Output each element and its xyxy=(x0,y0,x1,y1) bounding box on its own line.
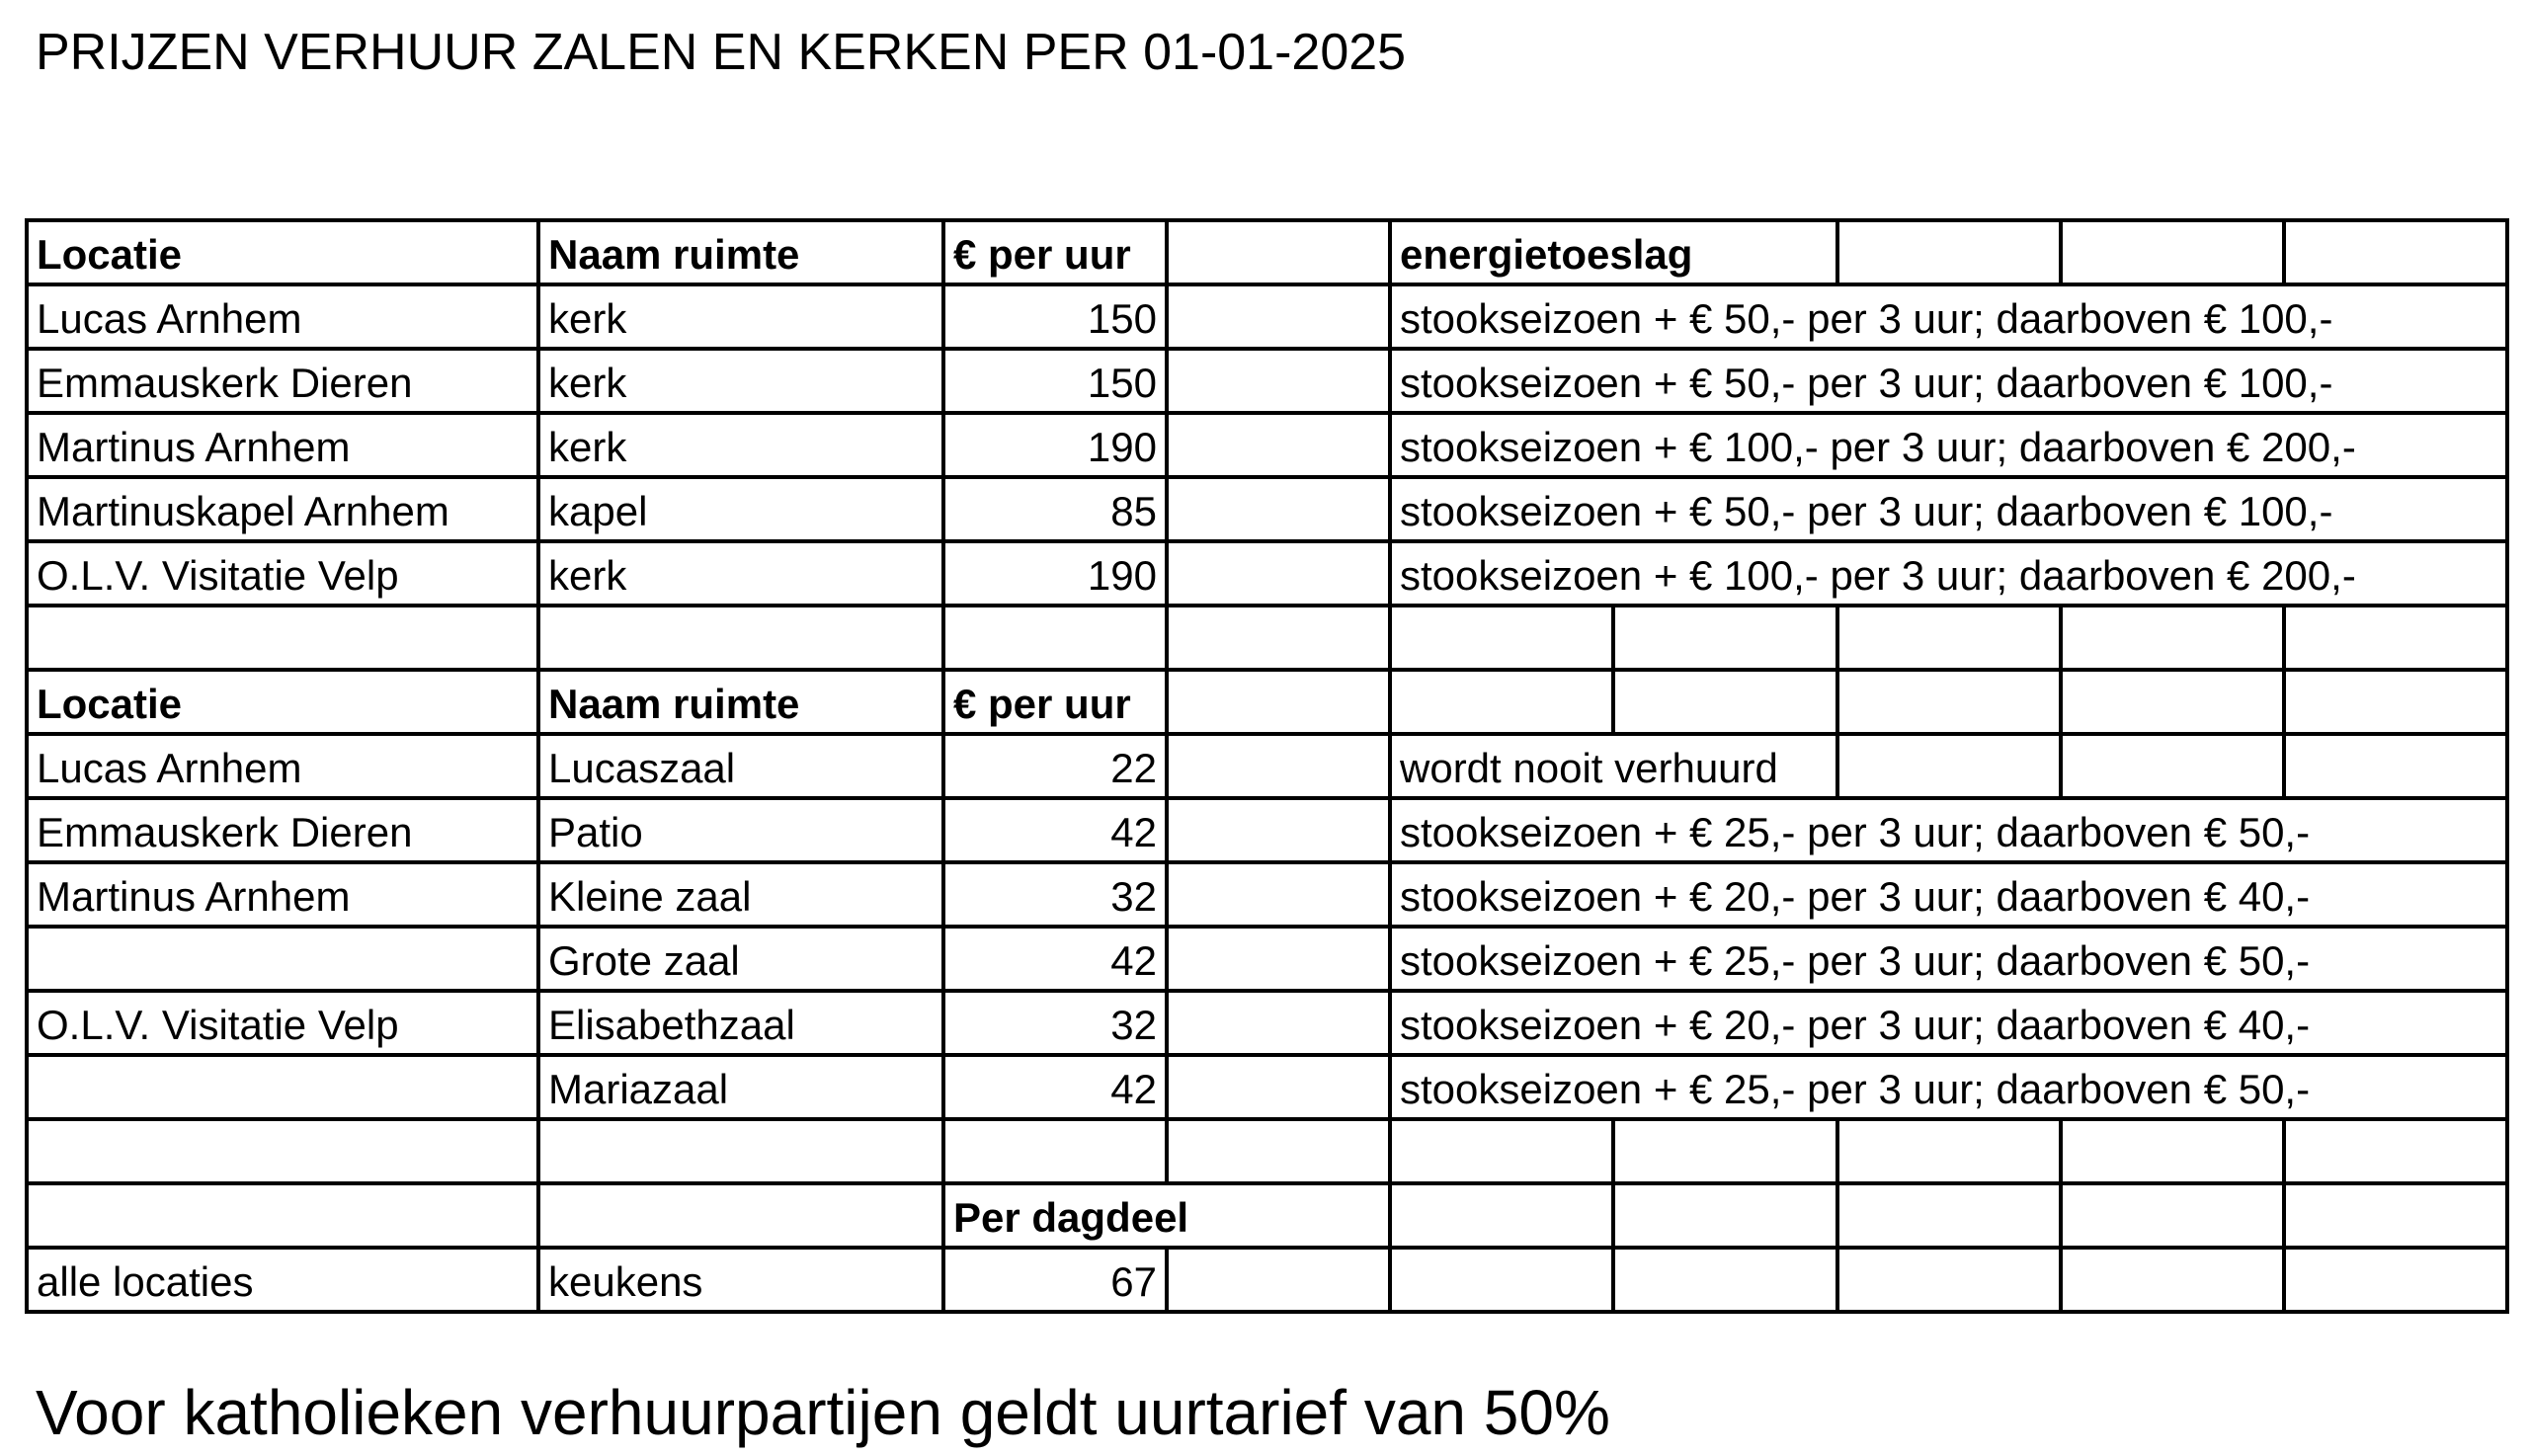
empty-cell xyxy=(1165,411,1388,475)
empty-cell xyxy=(1611,604,1836,668)
empty-cell xyxy=(2059,218,2282,283)
empty-cell xyxy=(1836,1117,2059,1181)
room-cell: keukens xyxy=(536,1246,941,1314)
empty-cell xyxy=(941,1117,1165,1181)
price-cell: 22 xyxy=(941,732,1165,796)
empty-cell xyxy=(2282,604,2509,668)
empty-cell xyxy=(2282,1246,2509,1314)
energy-surcharge-cell: stookseizoen + € 20,- per 3 uur; daarboven € 40,- xyxy=(1388,860,2509,925)
empty-cell xyxy=(1836,1181,2059,1246)
price-cell: 42 xyxy=(941,925,1165,989)
header-room: Naam ruimte xyxy=(536,668,941,732)
location-cell: Emmauskerk Dieren xyxy=(25,796,536,860)
empty-cell xyxy=(1388,1181,1611,1246)
header-price: € per uur xyxy=(941,218,1165,283)
empty-cell xyxy=(1165,218,1388,283)
energy-surcharge-cell: stookseizoen + € 100,- per 3 uur; daarboven € 200,- xyxy=(1388,539,2509,604)
empty-cell xyxy=(1165,1117,1388,1181)
energy-surcharge-cell: stookseizoen + € 20,- per 3 uur; daarboven € 40,- xyxy=(1388,989,2509,1053)
price-cell: 32 xyxy=(941,989,1165,1053)
empty-cell xyxy=(1836,218,2059,283)
location-cell: Martinus Arnhem xyxy=(25,411,536,475)
energy-surcharge-cell: stookseizoen + € 25,- per 3 uur; daarboven € 50,- xyxy=(1388,1053,2509,1117)
empty-cell xyxy=(1165,860,1388,925)
price-cell: 190 xyxy=(941,411,1165,475)
empty-cell xyxy=(2282,1117,2509,1181)
empty-cell xyxy=(1836,1246,2059,1314)
empty-cell xyxy=(1165,989,1388,1053)
empty-cell xyxy=(1836,604,2059,668)
empty-cell xyxy=(2059,604,2282,668)
location-cell: Lucas Arnhem xyxy=(25,732,536,796)
empty-cell xyxy=(25,1181,536,1246)
empty-cell xyxy=(1165,604,1388,668)
room-cell: Patio xyxy=(536,796,941,860)
empty-cell xyxy=(1611,668,1836,732)
empty-cell xyxy=(1165,925,1388,989)
empty-cell xyxy=(1611,1181,1836,1246)
energy-surcharge-cell: wordt nooit verhuurd xyxy=(1388,732,1836,796)
empty-cell xyxy=(2059,1246,2282,1314)
header-price: € per uur xyxy=(941,668,1165,732)
empty-cell xyxy=(1388,1117,1611,1181)
empty-cell xyxy=(1165,347,1388,411)
empty-cell xyxy=(2059,732,2282,796)
location-cell: Emmauskerk Dieren xyxy=(25,347,536,411)
empty-cell xyxy=(1165,283,1388,347)
empty-cell xyxy=(1165,539,1388,604)
price-cell: 150 xyxy=(941,347,1165,411)
empty-cell xyxy=(1165,668,1388,732)
empty-cell xyxy=(1388,604,1611,668)
header-location: Locatie xyxy=(25,218,536,283)
empty-cell xyxy=(25,604,536,668)
energy-surcharge-cell: stookseizoen + € 50,- per 3 uur; daarboven € 100,- xyxy=(1388,475,2509,539)
location-cell: Martinus Arnhem xyxy=(25,860,536,925)
energy-surcharge-cell: stookseizoen + € 50,- per 3 uur; daarboven € 100,- xyxy=(1388,283,2509,347)
header-energy: energietoeslag xyxy=(1388,218,1836,283)
price-cell: 42 xyxy=(941,1053,1165,1117)
room-cell: Grote zaal xyxy=(536,925,941,989)
empty-cell xyxy=(1165,1246,1388,1314)
energy-surcharge-cell: stookseizoen + € 100,- per 3 uur; daarboven € 200,- xyxy=(1388,411,2509,475)
location-cell: O.L.V. Visitatie Velp xyxy=(25,989,536,1053)
room-cell: Lucaszaal xyxy=(536,732,941,796)
room-cell: Elisabethzaal xyxy=(536,989,941,1053)
empty-cell xyxy=(25,1117,536,1181)
empty-cell xyxy=(1611,1246,1836,1314)
empty-cell xyxy=(2282,1181,2509,1246)
empty-cell xyxy=(1165,796,1388,860)
room-cell: kerk xyxy=(536,347,941,411)
location-cell: Martinuskapel Arnhem xyxy=(25,475,536,539)
empty-cell xyxy=(1165,475,1388,539)
price-cell: 190 xyxy=(941,539,1165,604)
empty-cell xyxy=(1388,668,1611,732)
room-cell: kerk xyxy=(536,283,941,347)
footnote: Voor katholieken verhuurpartijen geldt uurtarief van 50% xyxy=(36,1377,1610,1448)
empty-cell xyxy=(1836,732,2059,796)
empty-cell xyxy=(941,604,1165,668)
price-cell: 32 xyxy=(941,860,1165,925)
energy-surcharge-cell: stookseizoen + € 25,- per 3 uur; daarboven € 50,- xyxy=(1388,796,2509,860)
page-title: PRIJZEN VERHUUR ZALEN EN KERKEN PER 01-01-2025 xyxy=(36,24,1407,81)
energy-surcharge-cell: stookseizoen + € 50,- per 3 uur; daarboven € 100,- xyxy=(1388,347,2509,411)
price-cell: 150 xyxy=(941,283,1165,347)
empty-cell xyxy=(2282,218,2509,283)
location-cell: alle locaties xyxy=(25,1246,536,1314)
room-cell: kerk xyxy=(536,411,941,475)
price-cell: 42 xyxy=(941,796,1165,860)
location-cell: O.L.V. Visitatie Velp xyxy=(25,539,536,604)
empty-cell xyxy=(536,1181,941,1246)
location-cell xyxy=(25,1053,536,1117)
location-cell xyxy=(25,925,536,989)
empty-cell xyxy=(536,604,941,668)
empty-cell xyxy=(1165,732,1388,796)
empty-cell xyxy=(2059,1181,2282,1246)
header-room: Naam ruimte xyxy=(536,218,941,283)
price-cell: 85 xyxy=(941,475,1165,539)
empty-cell xyxy=(1836,668,2059,732)
empty-cell xyxy=(1611,1117,1836,1181)
location-cell: Lucas Arnhem xyxy=(25,283,536,347)
room-cell: kerk xyxy=(536,539,941,604)
empty-cell xyxy=(1165,1053,1388,1117)
room-cell: kapel xyxy=(536,475,941,539)
price-table xyxy=(25,218,2509,1303)
room-cell: Mariazaal xyxy=(536,1053,941,1117)
empty-cell xyxy=(536,1117,941,1181)
empty-cell xyxy=(1388,1246,1611,1314)
header-location: Locatie xyxy=(25,668,536,732)
empty-cell xyxy=(2282,668,2509,732)
room-cell: Kleine zaal xyxy=(536,860,941,925)
empty-cell xyxy=(2282,732,2509,796)
energy-surcharge-cell: stookseizoen + € 25,- per 3 uur; daarboven € 50,- xyxy=(1388,925,2509,989)
price-cell: 67 xyxy=(941,1246,1165,1314)
empty-cell xyxy=(2059,668,2282,732)
header-per-dagdeel: Per dagdeel xyxy=(941,1181,1388,1246)
empty-cell xyxy=(2059,1117,2282,1181)
